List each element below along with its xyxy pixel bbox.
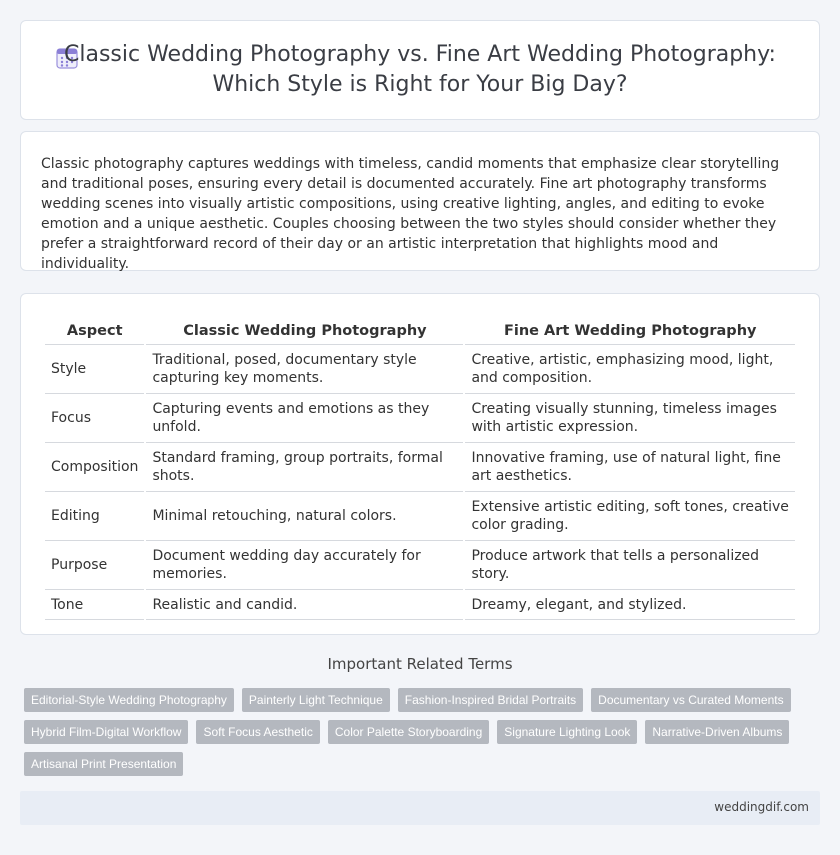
related-term-tag[interactable]: Fashion-Inspired Bridal Portraits	[398, 688, 583, 712]
row-classic: Minimal retouching, natural colors.	[146, 492, 463, 541]
related-term-tag[interactable]: Soft Focus Aesthetic	[196, 720, 319, 744]
column-header-classic: Classic Wedding Photography	[146, 314, 463, 345]
footer-site-link[interactable]: weddingdif.com	[714, 800, 809, 814]
intro-paragraph: Classic photography captures weddings with timeless, candid moments that emphasize clear storytelling and traditional poses, ensuring every detail is documented accurately. Fine art photography transforms wedding scenes into visually artistic compositions, using creative lighting, angles, and editing to evoke emotion and a unique aesthetic. Couples choosing between the two styles should consider whether they prefer a straightforward record of their day or an artistic interpretation that highlights mood and individuality.	[41, 156, 780, 272]
row-classic: Realistic and candid.	[146, 590, 463, 620]
related-terms-list	[24, 688, 824, 776]
related-term-tag[interactable]: Hybrid Film-Digital Workflow	[24, 720, 188, 744]
row-aspect: Composition	[45, 443, 144, 492]
row-fine-art: Produce artwork that tells a personalized story.	[465, 541, 795, 590]
row-aspect: Tone	[45, 590, 144, 620]
table-header-row	[45, 314, 795, 345]
comparison-table-card	[20, 293, 820, 635]
row-fine-art: Dreamy, elegant, and stylized.	[465, 590, 795, 620]
row-classic: Traditional, posed, documentary style capturing key moments.	[146, 345, 463, 394]
related-term-tag[interactable]: Editorial-Style Wedding Photography	[24, 688, 234, 712]
row-aspect: Style	[45, 345, 144, 394]
related-term-tag[interactable]: Signature Lighting Look	[497, 720, 637, 744]
footer-bar	[20, 791, 820, 825]
page-title: Classic Wedding Photography vs. Fine Art Wedding Photography: Which Style is Right for Your Big Day?	[64, 42, 776, 97]
table-row	[45, 394, 795, 443]
row-aspect: Editing	[45, 492, 144, 541]
row-fine-art: Creating visually stunning, timeless images with artistic expression.	[465, 394, 795, 443]
related-term-tag[interactable]: Documentary vs Curated Moments	[591, 688, 790, 712]
row-aspect: Purpose	[45, 541, 144, 590]
table-row	[45, 345, 795, 394]
table-row	[45, 541, 795, 590]
intro-card	[20, 131, 820, 271]
column-header-aspect: Aspect	[45, 314, 144, 345]
table-row	[45, 590, 795, 620]
row-aspect: Focus	[45, 394, 144, 443]
related-terms-heading: Important Related Terms	[327, 655, 513, 673]
column-header-fine-art: Fine Art Wedding Photography	[465, 314, 795, 345]
related-term-tag[interactable]: Narrative-Driven Albums	[645, 720, 789, 744]
row-fine-art: Innovative framing, use of natural light, fine art aesthetics.	[465, 443, 795, 492]
row-fine-art: Extensive artistic editing, soft tones, creative color grading.	[465, 492, 795, 541]
related-term-tag[interactable]: Artisanal Print Presentation	[24, 752, 183, 776]
header-card	[20, 20, 820, 120]
comparison-table	[43, 314, 797, 620]
related-term-tag[interactable]: Color Palette Storyboarding	[328, 720, 489, 744]
table-row	[45, 443, 795, 492]
row-classic: Capturing events and emotions as they unfold.	[146, 394, 463, 443]
row-classic: Document wedding day accurately for memories.	[146, 541, 463, 590]
row-classic: Standard framing, group portraits, formal shots.	[146, 443, 463, 492]
related-term-tag[interactable]: Painterly Light Technique	[242, 688, 390, 712]
table-row	[45, 492, 795, 541]
row-fine-art: Creative, artistic, emphasizing mood, light, and composition.	[465, 345, 795, 394]
